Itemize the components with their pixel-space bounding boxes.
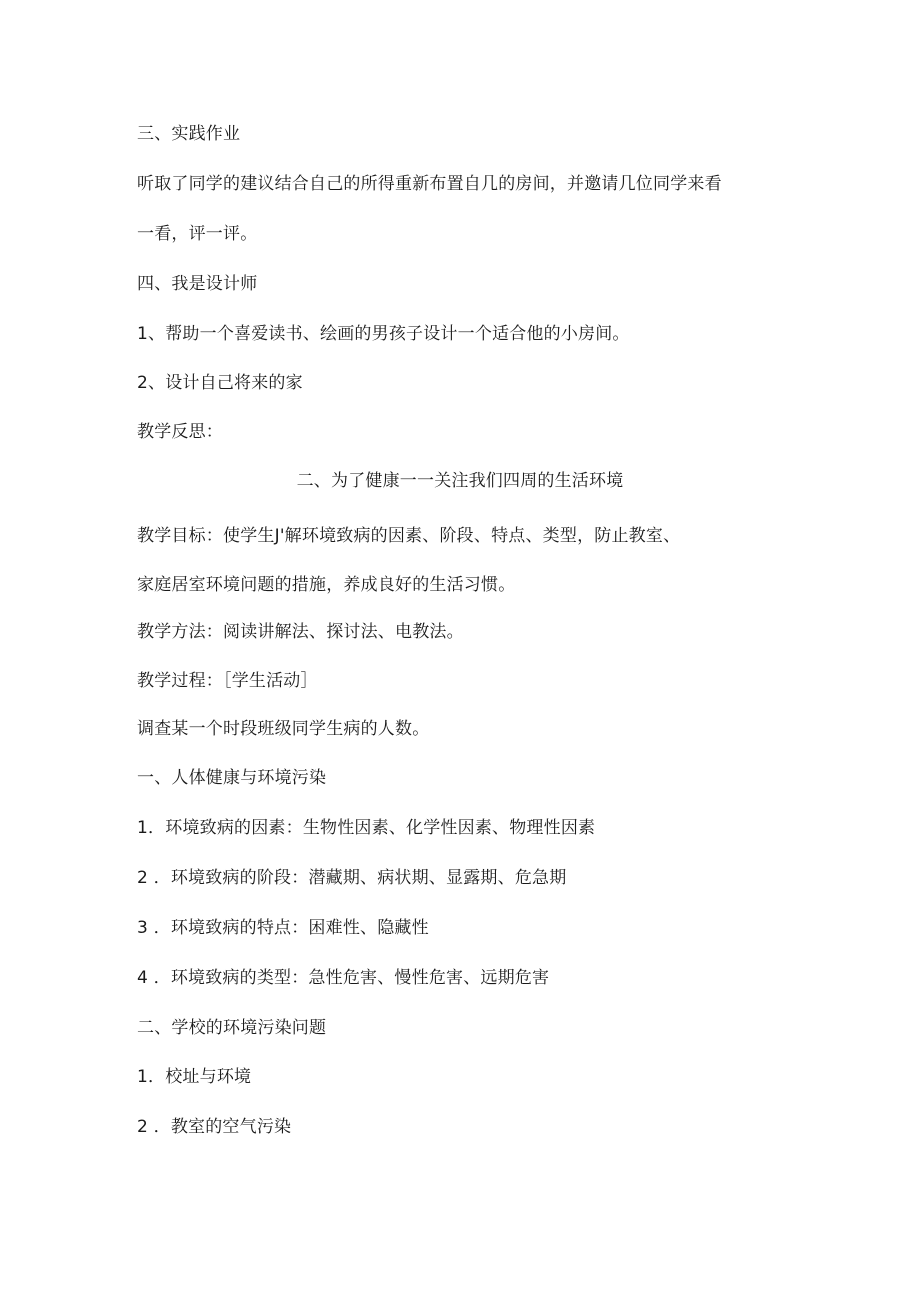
heading-i-am-designer: 四、我是设计师 <box>137 274 258 294</box>
teaching-goal: 教学目标：使学生J'解环境致病的因素、阶段、特点、类型，防止教室、 <box>137 526 681 546</box>
teaching-process: 教学过程：［学生活动］ <box>137 671 318 691</box>
list-item: 4 ．环境致病的类型：急性危害、慢性危害、远期危害 <box>137 968 550 988</box>
list-item: 2、设计自己将来的家 <box>137 373 303 393</box>
section-title: 二、为了健康一一关注我们四周的生活环境 <box>296 471 624 491</box>
paragraph-line: 一看，评一评。 <box>137 224 258 244</box>
teaching-method: 教学方法：阅读讲解法、探讨法、电教法。 <box>137 622 464 642</box>
teaching-reflection-label: 教学反思： <box>137 422 223 442</box>
list-item: 2 ．教室的空气污染 <box>137 1117 292 1137</box>
heading-school-pollution: 二、学校的环境污染问题 <box>137 1018 327 1038</box>
list-item: 1．环境致病的因素：生物性因素、化学性因素、物理性因素 <box>137 818 596 838</box>
list-item: 3 ．环境致病的特点：困难性、隐藏性 <box>137 918 429 938</box>
list-item: 2 ．环境致病的阶段：潜藏期、病状期、显露期、危急期 <box>137 868 567 888</box>
heading-health-pollution: 一、人体健康与环境污染 <box>137 768 327 788</box>
paragraph-line: 听取了同学的建议结合自己的所得重新布置自几的房间，并邀请几位同学来看 <box>137 174 722 194</box>
list-item: 1．校址与环境 <box>137 1067 252 1087</box>
paragraph-line: 调查某一个时段班级同学生病的人数。 <box>137 719 430 739</box>
paragraph-line: 家庭居室环境问题的措施，养成良好的生活习惯。 <box>137 575 516 595</box>
list-item: 1、帮助一个喜爱读书、绘画的男孩子设计一个适合他的小房间。 <box>137 324 630 344</box>
heading-practice-homework: 三、实践作业 <box>137 124 241 144</box>
